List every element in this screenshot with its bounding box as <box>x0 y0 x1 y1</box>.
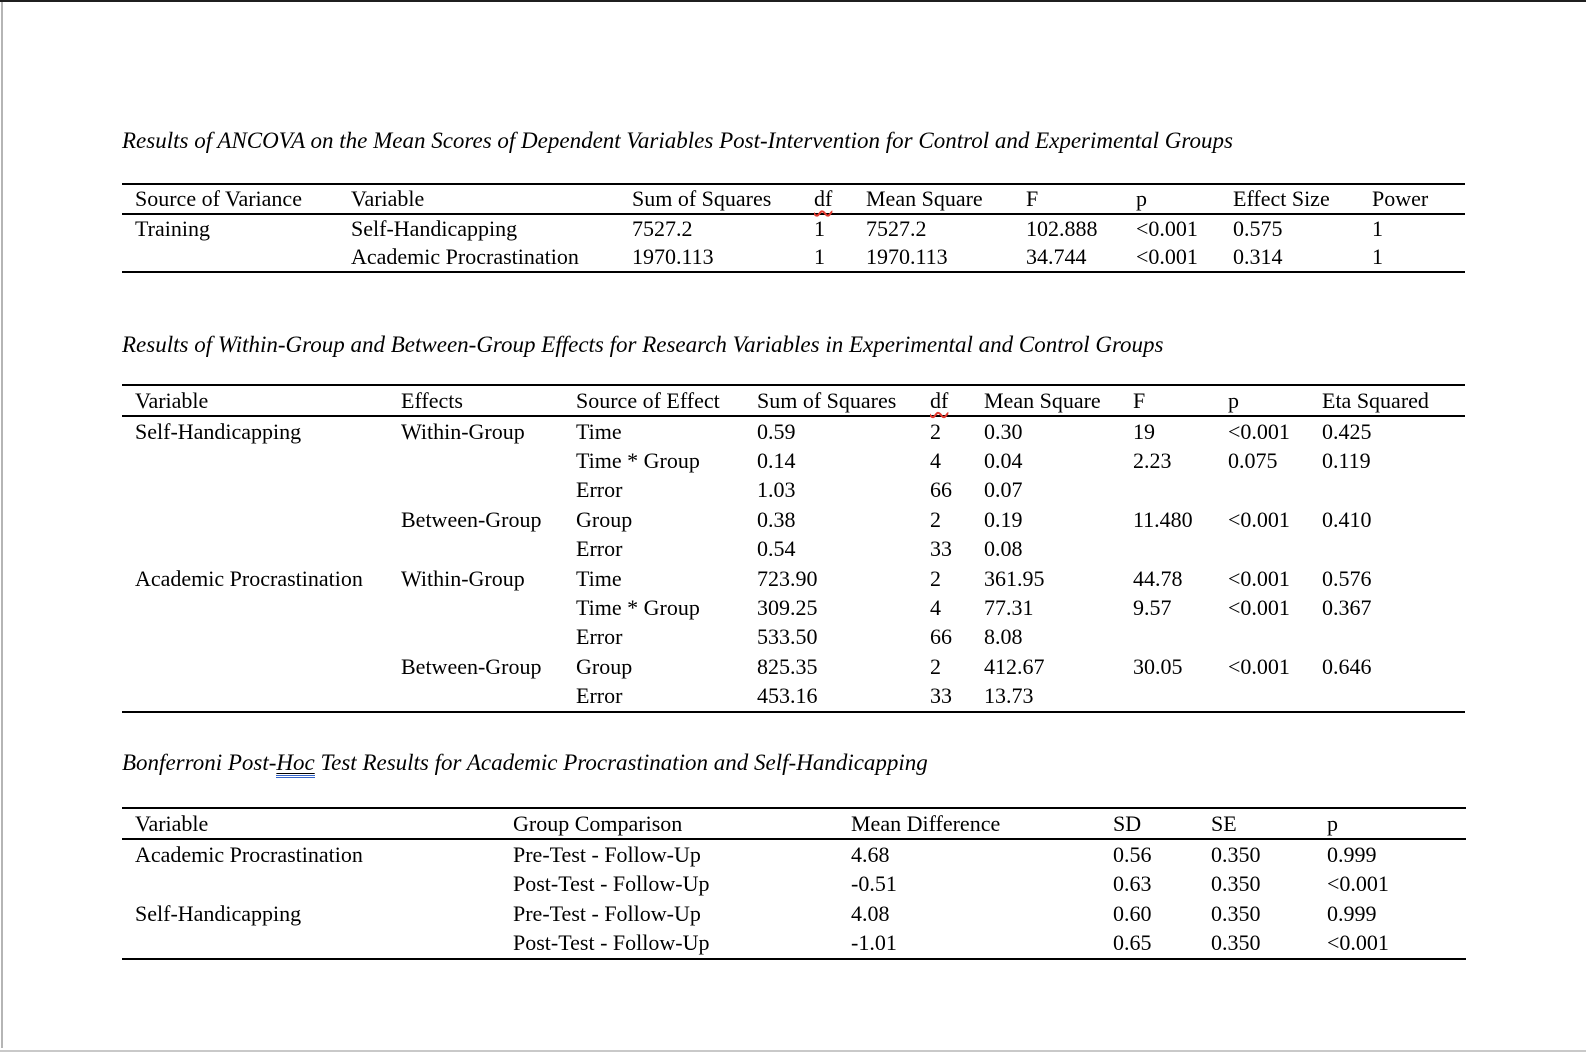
table-cell: Self-Handicapping <box>135 900 302 926</box>
table-cell <box>1228 535 1322 564</box>
table-cell: 723.90 <box>757 565 818 591</box>
table-cell <box>1322 682 1465 711</box>
table-cell: 13.73 <box>984 683 1034 709</box>
ancova-table-title <box>122 126 1233 156</box>
header-cell <box>351 185 632 213</box>
table-cell: 0.59 <box>757 418 796 444</box>
table-cell: 0.999 <box>1327 900 1377 926</box>
header-cell-label: Sum of Squares <box>757 387 897 413</box>
table-cell: 1 <box>814 244 825 269</box>
table-cell: 0.367 <box>1322 595 1372 621</box>
table-cell: 309.25 <box>757 595 818 621</box>
header-cell <box>1113 809 1211 838</box>
table-cell <box>1322 476 1465 505</box>
header-cell-label: Power <box>1372 186 1429 211</box>
table-cell <box>401 623 576 652</box>
table-cell: <0.001 <box>1327 930 1389 956</box>
table-row <box>122 929 1466 959</box>
table-cell: Time <box>576 418 622 444</box>
header-cell-label: SD <box>1113 810 1142 836</box>
table-cell: 0.119 <box>1322 448 1371 474</box>
header-cell <box>135 386 401 415</box>
table-cell: 30.05 <box>1133 653 1183 679</box>
table-cell: 0.63 <box>1113 871 1152 897</box>
header-cell-label: Sum of Squares <box>632 186 772 211</box>
table-cell: 0.08 <box>984 536 1023 562</box>
table-cell: Academic Procrastination <box>135 565 363 591</box>
table-cell: 0.38 <box>757 506 796 532</box>
table-cell <box>401 682 576 711</box>
table-cell: <0.001 <box>1228 595 1290 621</box>
page-left-boundary <box>1 2 3 1048</box>
table-cell: 0.350 <box>1211 871 1261 897</box>
table-cell: <0.001 <box>1228 565 1290 591</box>
header-cell <box>576 386 757 415</box>
table-cell: 0.575 <box>1233 216 1283 241</box>
table-cell: 7527.2 <box>632 216 693 241</box>
table-cell: Error <box>576 683 623 709</box>
table-cell: 0.350 <box>1211 900 1261 926</box>
table-cell: 0.54 <box>757 536 796 562</box>
header-cell <box>757 386 930 415</box>
header-cell-label: Variable <box>135 810 209 836</box>
table-cell <box>1228 623 1322 652</box>
table-cell: Time <box>576 565 622 591</box>
header-cell-label: Mean Square <box>866 186 983 211</box>
header-cell-label: p <box>1327 810 1338 836</box>
header-cell-label: F <box>1133 387 1146 413</box>
table-cell: Group <box>576 506 633 532</box>
header-cell-label: Mean Difference <box>851 810 1001 836</box>
table-cell: Group <box>576 653 633 679</box>
table-cell <box>135 870 513 900</box>
table-cell <box>135 593 401 622</box>
header-cell <box>851 809 1113 838</box>
spellcheck-flagged-header: df <box>814 186 833 211</box>
table-cell: 44.78 <box>1133 565 1183 591</box>
table-row <box>122 652 1465 681</box>
table-cell: 0.19 <box>984 506 1023 532</box>
table-cell: 0.60 <box>1113 900 1152 926</box>
table-cell: 1 <box>1372 216 1383 241</box>
table-header-row <box>122 809 1466 840</box>
table-title-text: Bonferroni Post- <box>122 750 277 775</box>
table-cell <box>135 243 351 271</box>
header-cell <box>1322 386 1465 415</box>
table-cell <box>135 446 401 475</box>
header-cell <box>984 386 1133 415</box>
table-cell: Time * Group <box>576 595 700 621</box>
table-cell: 0.07 <box>984 477 1023 503</box>
header-cell <box>1133 386 1228 415</box>
table-row <box>122 593 1465 622</box>
table-row <box>122 505 1465 534</box>
table-cell: Self-Handicapping <box>351 216 518 241</box>
table-cell: 4.08 <box>851 900 890 926</box>
table-cell <box>1322 623 1465 652</box>
table-row <box>122 870 1466 900</box>
table-cell: 19 <box>1133 418 1155 444</box>
within-between-group-effects-table <box>122 384 1465 713</box>
table-body <box>122 215 1465 271</box>
table-cell: Post-Test - Follow-Up <box>513 871 710 897</box>
header-cell-label: Variable <box>351 186 425 211</box>
table-cell <box>1228 476 1322 505</box>
header-cell-label: p <box>1228 387 1239 413</box>
ancova-results-table <box>122 183 1465 273</box>
table-row <box>122 476 1465 505</box>
table-cell: Error <box>576 624 623 650</box>
header-cell-label: Group Comparison <box>513 810 683 836</box>
table-cell: 0.350 <box>1211 841 1261 867</box>
table-cell: 0.999 <box>1327 841 1377 867</box>
table-cell <box>1133 682 1228 711</box>
header-cell <box>1136 185 1233 213</box>
table-cell: Time * Group <box>576 448 700 474</box>
table-cell: <0.001 <box>1228 418 1290 444</box>
table-cell: 4 <box>930 448 941 474</box>
table-cell: 0.350 <box>1211 930 1261 956</box>
header-cell-label: Source of Effect <box>576 387 720 413</box>
table-body <box>122 840 1466 958</box>
header-cell <box>135 185 351 213</box>
table-cell: 66 <box>930 477 952 503</box>
table-cell: <0.001 <box>1228 506 1290 532</box>
table-cell: 0.56 <box>1113 841 1152 867</box>
table-cell <box>1228 682 1322 711</box>
table-row <box>122 215 1465 243</box>
table-title-text: Results of Within-Group and Between-Group Effects for Research Variables in Experimental and Control Groups <box>122 332 1164 357</box>
table-cell <box>401 593 576 622</box>
table-cell <box>401 476 576 505</box>
table-body <box>122 417 1465 711</box>
table-title-text: Test Results for Academic Procrastination and Self-Handicapping <box>314 750 928 775</box>
table-cell: 0.04 <box>984 448 1023 474</box>
table-row <box>122 564 1465 593</box>
table-row <box>122 682 1465 711</box>
table-cell: Error <box>576 477 623 503</box>
table-cell: 33 <box>930 536 952 562</box>
table-cell <box>135 535 401 564</box>
table-cell: Within-Group <box>401 418 525 444</box>
table-cell: 453.16 <box>757 683 818 709</box>
header-cell-label: Source of Variance <box>135 186 302 211</box>
table-cell <box>135 505 401 534</box>
header-cell <box>1233 185 1372 213</box>
table-cell: 0.30 <box>984 418 1023 444</box>
table-cell: 9.57 <box>1133 595 1172 621</box>
table-cell: 4.68 <box>851 841 890 867</box>
table-cell: 33 <box>930 683 952 709</box>
table-cell: Error <box>576 536 623 562</box>
header-cell-label: SE <box>1211 810 1237 836</box>
table-cell: 0.646 <box>1322 653 1372 679</box>
table-cell: 1970.113 <box>866 244 948 269</box>
table-cell: Pre-Test - Follow-Up <box>513 900 701 926</box>
table-title-text: Results of ANCOVA on the Mean Scores of Dependent Variables Post-Intervention for Control and Experimental Groups <box>122 128 1233 153</box>
table-cell <box>1322 535 1465 564</box>
table-cell: 2.23 <box>1133 448 1172 474</box>
table-cell: -0.51 <box>851 871 897 897</box>
header-cell <box>930 386 984 415</box>
header-cell <box>135 809 513 838</box>
table-cell: 1970.113 <box>632 244 714 269</box>
table-cell: 0.075 <box>1228 448 1278 474</box>
table-cell: <0.001 <box>1228 653 1290 679</box>
table-row <box>122 417 1465 446</box>
table-cell <box>1133 476 1228 505</box>
table-cell <box>135 929 513 959</box>
table-cell: 77.31 <box>984 595 1034 621</box>
header-cell <box>1372 185 1465 213</box>
table-cell: 1 <box>1372 244 1383 269</box>
table-cell: 7527.2 <box>866 216 927 241</box>
table-cell: 533.50 <box>757 624 818 650</box>
header-cell <box>1026 185 1136 213</box>
header-cell-label: Mean Square <box>984 387 1101 413</box>
header-cell <box>1228 386 1322 415</box>
table-cell: 0.410 <box>1322 506 1372 532</box>
header-cell <box>814 185 866 213</box>
table-cell <box>401 446 576 475</box>
table-cell: Training <box>135 216 210 241</box>
table-cell: 2 <box>930 418 941 444</box>
header-cell <box>401 386 576 415</box>
table-cell: <0.001 <box>1136 216 1198 241</box>
header-cell-label: Effects <box>401 387 463 413</box>
table-cell: Within-Group <box>401 565 525 591</box>
table-cell <box>135 476 401 505</box>
table-cell: Academic Procrastination <box>135 841 363 867</box>
table-cell: 34.744 <box>1026 244 1087 269</box>
table-cell: 0.65 <box>1113 930 1152 956</box>
table-cell <box>1133 623 1228 652</box>
table-cell: 2 <box>930 506 941 532</box>
table-header-row <box>122 386 1465 417</box>
within-between-group-table-title <box>122 330 1164 360</box>
table-cell: 0.14 <box>757 448 796 474</box>
table-cell: 4 <box>930 595 941 621</box>
table-cell: 0.576 <box>1322 565 1372 591</box>
table-cell <box>135 623 401 652</box>
table-cell: 361.95 <box>984 565 1045 591</box>
table-cell: 2 <box>930 653 941 679</box>
table-row <box>122 243 1465 271</box>
header-cell-label: F <box>1026 186 1039 211</box>
spellcheck-flagged-header: df <box>930 387 949 413</box>
header-cell <box>513 809 851 838</box>
table-cell: Pre-Test - Follow-Up <box>513 841 701 867</box>
table-cell: 0.314 <box>1233 244 1283 269</box>
bonferroni-posthoc-table-title <box>122 748 928 778</box>
table-cell: Self-Handicapping <box>135 418 302 444</box>
table-cell: 66 <box>930 624 952 650</box>
header-cell-label: Eta Squared <box>1322 387 1429 413</box>
table-cell: 2 <box>930 565 941 591</box>
table-cell <box>135 652 401 681</box>
table-row <box>122 623 1465 652</box>
table-cell: 102.888 <box>1026 216 1098 241</box>
header-cell <box>1327 809 1466 838</box>
table-cell <box>1133 535 1228 564</box>
header-cell-label: Effect Size <box>1233 186 1330 211</box>
header-cell <box>1211 809 1327 838</box>
table-cell: 1.03 <box>757 477 796 503</box>
header-cell <box>632 185 814 213</box>
table-cell: Between-Group <box>401 506 542 532</box>
table-cell <box>401 535 576 564</box>
header-cell-label: Variable <box>135 387 209 413</box>
table-cell: Between-Group <box>401 653 542 679</box>
table-cell: 8.08 <box>984 624 1023 650</box>
table-cell: 0.425 <box>1322 418 1372 444</box>
table-cell: 11.480 <box>1133 506 1193 532</box>
table-row <box>122 899 1466 929</box>
table-cell: 412.67 <box>984 653 1045 679</box>
window-top-edge <box>0 0 1586 2</box>
table-row <box>122 535 1465 564</box>
table-header-row <box>122 185 1465 215</box>
table-cell: -1.01 <box>851 930 897 956</box>
bonferroni-posthoc-table <box>122 807 1466 960</box>
table-cell: <0.001 <box>1327 871 1389 897</box>
table-cell <box>135 682 401 711</box>
table-cell: <0.001 <box>1136 244 1198 269</box>
table-cell: 825.35 <box>757 653 818 679</box>
table-cell: Academic Procrastination <box>351 244 579 269</box>
grammar-flagged-word: Hoc <box>276 750 314 778</box>
table-cell: Post-Test - Follow-Up <box>513 930 710 956</box>
table-row <box>122 446 1465 475</box>
header-cell <box>866 185 1026 213</box>
table-cell: 1 <box>814 216 825 241</box>
header-cell-label: p <box>1136 186 1147 211</box>
table-row <box>122 840 1466 870</box>
